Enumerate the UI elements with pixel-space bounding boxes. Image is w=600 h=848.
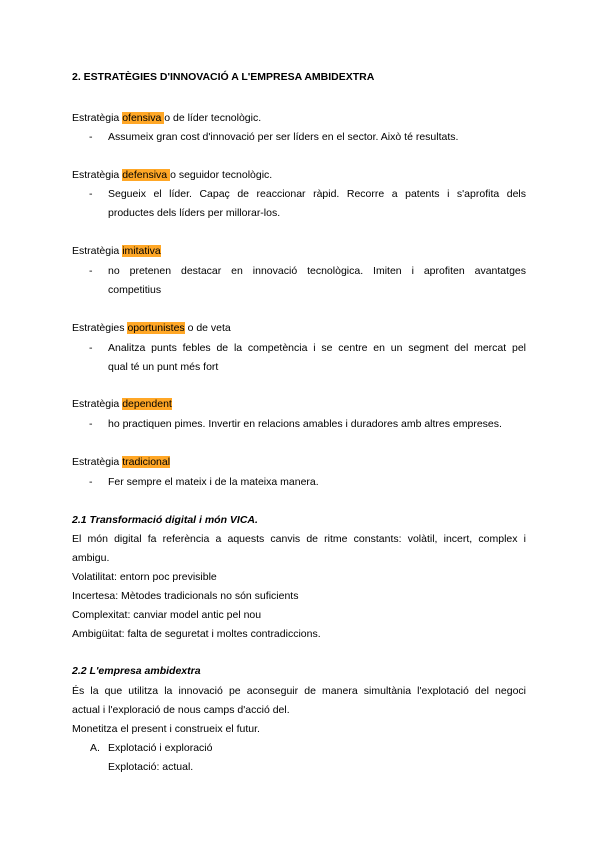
highlighted-term: dependent: [122, 398, 172, 410]
definition-line: Complexitat: canviar model antic pel nou: [72, 609, 262, 621]
paragraph: El món digital fa referència a aquests canvis de ritme constants: volàtil, incert, complex i: [72, 533, 526, 545]
strategy-prefix: Estratègia: [72, 112, 123, 124]
bullet-text: Segueix el líder. Capaç de reaccionar ràpid. Recorre a patents i s'aprofita dels: [108, 188, 526, 200]
bullet-text-cont: qual té un punt més fort: [108, 361, 219, 373]
strategy-suffix: o de líder tecnològic.: [164, 112, 262, 124]
strategy-prefix: Estratègia: [72, 398, 123, 410]
strategy-defensiva: [72, 168, 272, 182]
definition-line: Incertesa: Mètodes tradicionals no són suficients: [72, 590, 299, 602]
bullet-dash: -: [89, 131, 93, 143]
subsection-title-21: 2.1 Transformació digital i món VICA.: [72, 514, 258, 526]
bullet-text-cont: productes dels líders per millorar-los.: [108, 207, 281, 219]
strategy-tradicional: [72, 455, 170, 469]
paragraph: Monetitza el present i construeix el futur.: [72, 723, 260, 735]
list-subitem: Explotació: actual.: [108, 761, 194, 773]
bullet-text: Analitza punts febles de la competència i se centre en un segment del mercat pel: [108, 342, 526, 354]
subsection-title-22: 2.2 L'empresa ambidextra: [72, 665, 201, 677]
highlighted-term: oportunistes: [127, 322, 185, 334]
paragraph-cont: actual i l'exploració de nous camps d'acció del.: [72, 704, 290, 716]
list-marker: A.: [90, 742, 100, 754]
bullet-dash: -: [89, 188, 93, 200]
definition-line: Volatilitat: entorn poc previsible: [72, 571, 217, 583]
bullet-dash: -: [89, 418, 93, 430]
highlighted-term: defensiva: [122, 169, 171, 181]
highlighted-term: imitativa: [122, 245, 161, 257]
list-item: Explotació i exploració: [108, 742, 213, 754]
section-heading: 2. ESTRATÈGIES D'INNOVACIÓ A L'EMPRESA AMBIDEXTRA: [72, 71, 375, 83]
highlighted-term: tradicional: [122, 456, 171, 468]
strategy-prefix: Estratègia: [72, 169, 123, 181]
paragraph: És la que utilitza la innovació pe aconseguir de manera simultània l'explotació del negoci: [72, 685, 526, 697]
bullet-text: no pretenen destacar en innovació tecnològica. Imiten i aprofiten avantatges: [108, 265, 526, 277]
strategy-prefix: Estratègia: [72, 245, 123, 257]
strategy-ofensiva: [72, 111, 261, 125]
strategy-suffix: o de veta: [184, 322, 231, 334]
bullet-text: ho practiquen pimes. Invertir en relacions amables i duradores amb altres empreses.: [108, 418, 502, 430]
strategy-prefix: Estratègia: [72, 456, 123, 468]
bullet-dash: -: [89, 265, 93, 277]
bullet-text-cont: competitius: [108, 284, 162, 296]
strategy-suffix: o seguidor tecnològic.: [170, 169, 273, 181]
strategy-dependent: [72, 397, 172, 411]
strategy-oportunistes: [72, 321, 231, 335]
bullet-dash: -: [89, 342, 93, 354]
bullet-text: Assumeix gran cost d'innovació per ser líders en el sector. Això té resultats.: [108, 131, 459, 143]
highlighted-term: ofensiva: [122, 112, 165, 124]
strategy-imitativa: [72, 244, 161, 258]
definition-line: Ambigüitat: falta de seguretat i moltes contradiccions.: [72, 628, 321, 640]
bullet-text: Fer sempre el mateix i de la mateixa manera.: [108, 476, 319, 488]
bullet-dash: -: [89, 476, 93, 488]
paragraph-cont: ambigu.: [72, 552, 110, 564]
strategy-prefix: Estratègies: [72, 322, 128, 334]
